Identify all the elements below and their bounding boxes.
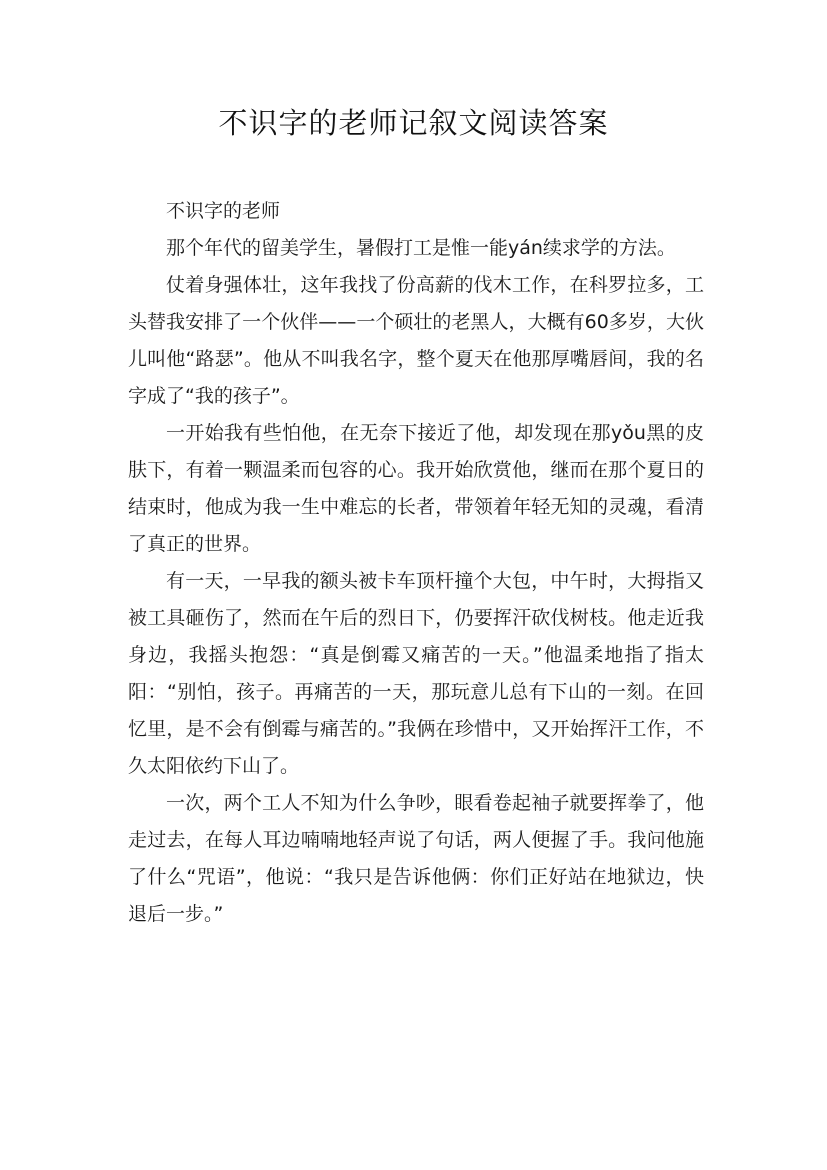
document-body: [128, 193, 704, 933]
document-title: 不识字的老师记叙文阅读答案: [218, 106, 609, 140]
paragraph: 一次，两个工人不知为什么争吵，眼看卷起袖子就要挥拳了，他走过去，在每人耳边喃喃地轻声说了句话，两人便握了手。我问他施了什么“咒语”，他说：“我只是告诉他俩：你们正好站在地狱边，快退后一步。”: [128, 792, 704, 925]
paragraph: 一开始我有些怕他，在无奈下接近了他，却发现在那yǒu黑的皮肤下，有着一颗温柔而包容的心。我开始欣赏他，继而在那个夏日的结束时，他成为我一生中难忘的长者，带领着年轻无知的灵魂，看清了真正的世界。: [128, 422, 704, 555]
paragraph: 有一天，一早我的额头被卡车顶杆撞个大包，中午时，大拇指又被工具砸伤了，然而在午后的烈日下，仍要挥汗砍伐树枝。他走近我身边，我摇头抱怨：“真是倒霉又痛苦的一天。”他温柔地指了指太阳：“别怕，孩子。再痛苦的一天，那玩意儿总有下山的一刻。在回忆里，是不会有倒霉与痛苦的。”我俩在珍惜中，又开始挥汗工作，不久太阳依约下山了。: [128, 570, 704, 777]
paragraph: 仗着身强体壮，这年我找了份高薪的伐木工作，在科罗拉多，工头替我安排了一个伙伴——一个硕壮的老黑人，大概有60多岁，大伙儿叫他“路瑟”。他从不叫我名字，整个夏天在他那厚嘴唇间，我的名字成了“我的孩子”。: [128, 274, 704, 407]
paragraph-subtitle: 不识字的老师: [166, 200, 281, 222]
paragraph: 那个年代的留美学生，暑假打工是惟一能yán续求学的方法。: [166, 237, 676, 259]
